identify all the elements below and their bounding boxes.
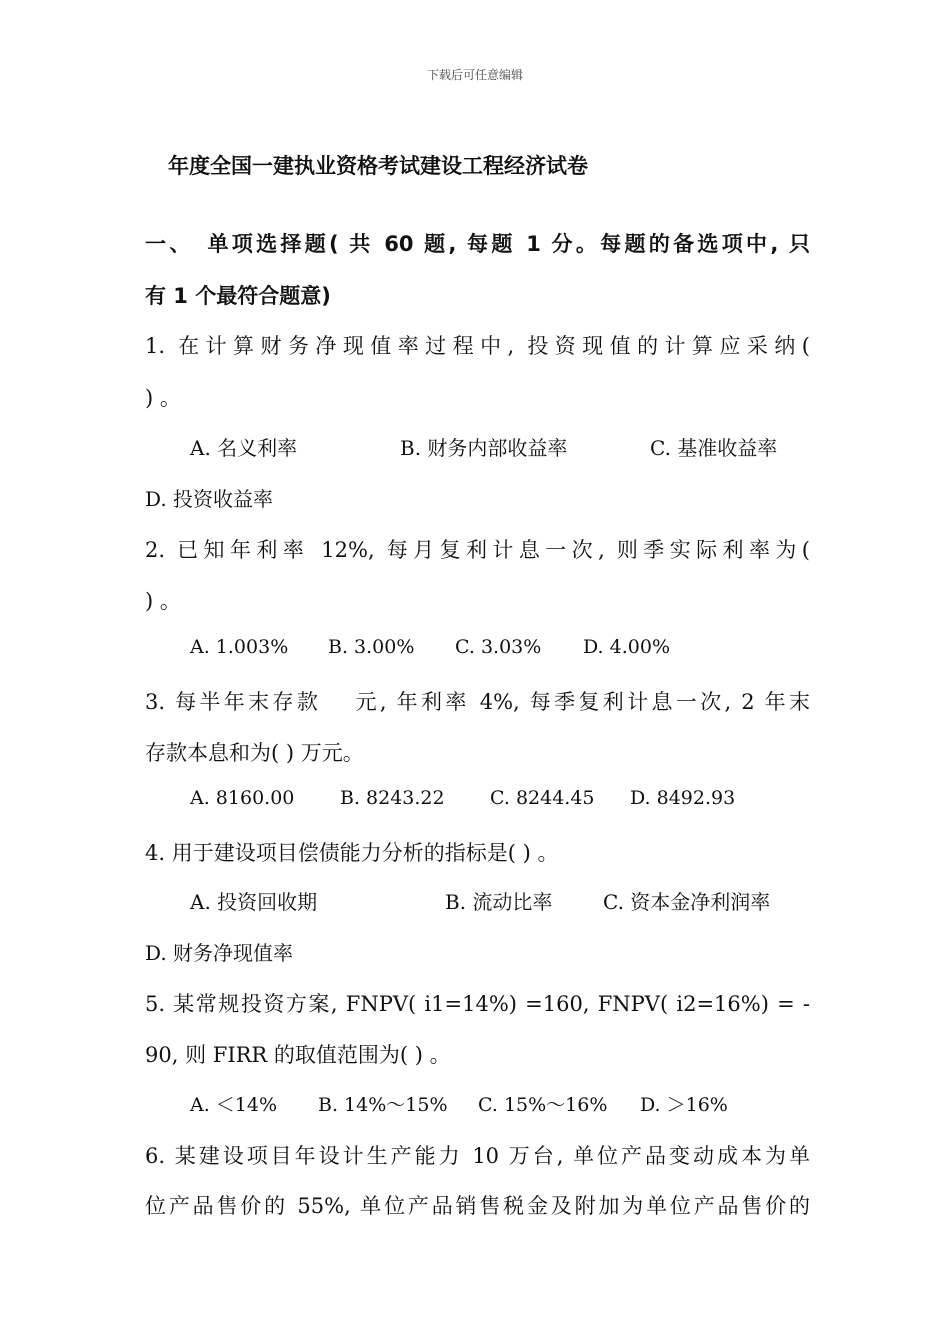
question-4-option-d: D. 财务净现值率 <box>145 941 294 965</box>
question-3-option-a: A. 8160.00 <box>190 787 295 809</box>
question-4-option-b: B. 流动比率 <box>445 890 553 914</box>
question-1-text-cont: ) 。 <box>145 386 181 410</box>
question-6-text-cont: 位产品售价的 55%, 单位产品销售税金及附加为单位产品售价的 <box>145 1194 810 1218</box>
question-2-option-d: D. 4.00% <box>583 636 670 658</box>
question-2-option-b: B. 3.00% <box>328 636 415 658</box>
question-6-text: 6. 某建设项目年设计生产能力 10 万台, 单位产品变动成本为单 <box>145 1144 810 1168</box>
question-5-option-b: B. 14%～15% <box>318 1094 448 1116</box>
question-1-option-d: D. 投资收益率 <box>145 487 274 511</box>
section-heading-line-1: 一、 单项选择题( 共 60 题, 每题 1 分。每题的备选项中, 只 <box>145 232 810 256</box>
question-3-option-b: B. 8243.22 <box>340 787 445 809</box>
question-2-text-cont: ) 。 <box>145 589 181 613</box>
question-1-option-c: C. 基准收益率 <box>650 436 778 460</box>
question-1-text: 1. 在计算财务净现值率过程中, 投资现值的计算应采纳( <box>145 334 810 358</box>
question-1-option-a: A. 名义利率 <box>190 436 298 460</box>
question-4-text: 4. 用于建设项目偿债能力分析的指标是( ) 。 <box>145 841 559 865</box>
question-4-option-c: C. 资本金净利润率 <box>603 890 771 914</box>
question-2-option-a: A. 1.003% <box>190 636 289 658</box>
question-3-option-d: D. 8492.93 <box>630 787 736 809</box>
question-3-text-cont: 存款本息和为( ) 万元。 <box>145 741 364 765</box>
question-3-text: 3. 每半年末存款 元, 年利率 4%, 每季复利计息一次, 2 年末 <box>145 690 810 714</box>
question-2-option-c: C. 3.03% <box>455 636 542 658</box>
question-4-option-a: A. 投资回收期 <box>190 890 318 914</box>
header-note: 下载后可任意编辑 <box>426 68 523 82</box>
question-3-option-c: C. 8244.45 <box>490 787 595 809</box>
page-title: 年度全国一建执业资格考试建设工程经济试卷 <box>168 154 588 178</box>
question-5-option-d: D. ＞16% <box>640 1094 728 1116</box>
section-heading-line-2: 有 1 个最符合题意) <box>145 284 331 308</box>
question-2-text: 2. 已知年利率 12%, 每月复利计息一次, 则季实际利率为( <box>145 538 810 562</box>
question-5-option-a: A. ＜14% <box>190 1094 278 1116</box>
question-1-option-b: B. 财务内部收益率 <box>400 436 568 460</box>
question-5-option-c: C. 15%～16% <box>478 1094 608 1116</box>
question-5-text-cont: 90, 则 FIRR 的取值范围为( ) 。 <box>145 1043 451 1067</box>
question-5-text: 5. 某常规投资方案, FNPV( i1=14%) =160, FNPV( i2=16%) = - <box>145 992 810 1016</box>
